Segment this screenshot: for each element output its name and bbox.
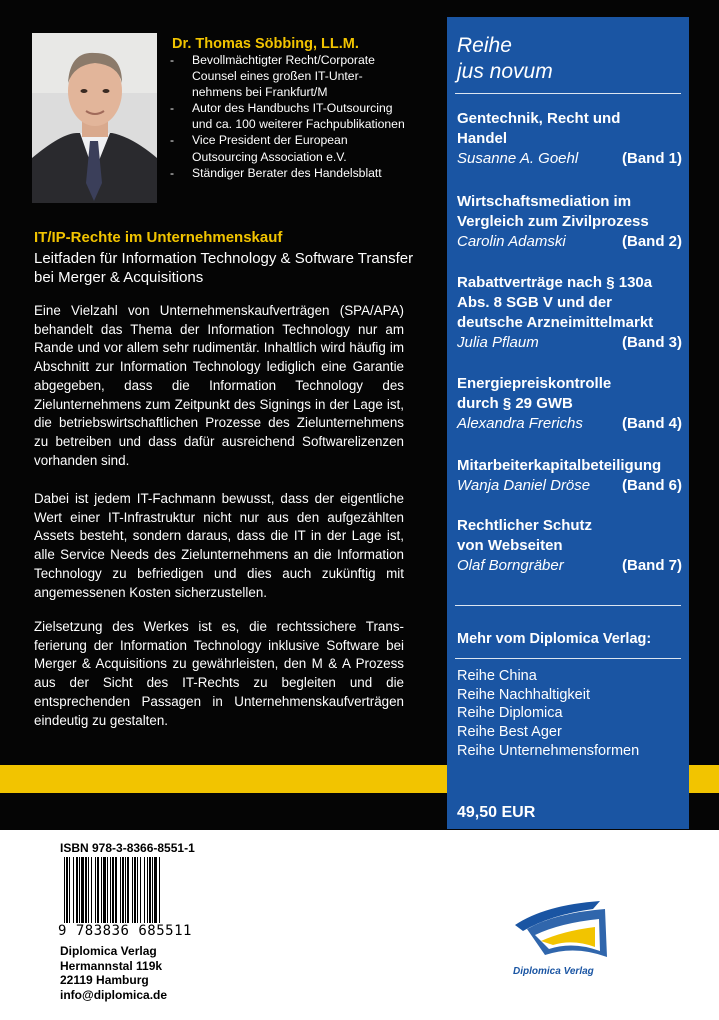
author-credentials (170, 52, 406, 181)
barcode-bar (91, 857, 92, 927)
barcode-bar (85, 857, 87, 927)
barcode-bar (147, 857, 148, 927)
barcode-bar (122, 857, 124, 927)
isbn: ISBN 978-3-8366-8551-1 (60, 841, 195, 855)
more-series-list (457, 667, 639, 761)
publisher-address (60, 944, 167, 1002)
blurb-paragraph: Dabei ist jedem IT-Fachmann bewusst, dass der eigentliche Wert einer IT-Infrastruktur nicht nur aus den aufgezählten Assets besteht, sondern daraus, dass die IT in der Lage ist, alle Service Needs des Zielunternehmens an die Information Technology zu befriedigen und dies auch zukünftig mit angemessenen Kosten sicherzustellen. (34, 491, 404, 600)
address-line: Hermannstal 119k (60, 958, 163, 973)
price: 49,50 EUR (457, 804, 536, 821)
series-book: Wirtschaftsmediation im Vergleich zum Zivilprozess Carolin Adamski (Band 2) (457, 193, 682, 250)
series-book: Rechtlicher Schutz von Webseiten Olaf Borngräber (Band 7) (457, 517, 682, 574)
list-item: Reihe Diplomica (457, 705, 563, 722)
barcode-bar (81, 857, 84, 927)
list-item: Reihe Nachhaltigkeit (457, 686, 590, 703)
divider (455, 605, 681, 606)
series-book: Energiepreiskontrolle durch § 29 GWB Alexandra Frerichs (Band 4) (457, 375, 682, 432)
blurb-paragraph: Eine Vielzahl von Unternehmenskaufverträgen (SPA/APA) behandelt das Thema der Information Technology nur am Rande und vor allem sehr rudimentär. Inhaltlich wird häufig im Abschnitt zur Information Technology lediglich eine Garantie abgegeben, dass die Information Technology des Zielunternehmens zum Zeitpunkt des Signings in der Lage ist, die betriebswirtschaftlichen Prozesse des Zielunternehmens zu betreiben und dass dafür ausreichend Softwarelizenzen vorhanden sind. (34, 303, 404, 468)
barcode-bar (120, 857, 121, 927)
divider (455, 658, 681, 659)
list-item: Reihe Unternehmensformen (457, 742, 640, 759)
barcode-bar (159, 857, 160, 927)
barcode-bar (103, 857, 106, 927)
isbn-digits: 9 783836 685511 (44, 923, 214, 939)
series-book: Rabattverträge nach § 130a Abs. 8 SGB V und der deutsche Arzneimittelmarkt Julia Pflaum (Band 3) (457, 274, 682, 351)
barcode-bar (76, 857, 78, 927)
author-photo (32, 33, 157, 203)
list-item: Reihe China (457, 668, 537, 684)
divider (455, 93, 681, 94)
barcode-bar (154, 857, 157, 927)
barcode-bar (144, 857, 145, 927)
barcode-bar (79, 857, 80, 927)
barcode-bar (125, 857, 126, 927)
series-book: Mitarbeiterkapitalbeteiligung Wanja Daniel Dröse (Band 6) (457, 457, 682, 494)
author-name: Dr. Thomas Söbbing, LL.M. (172, 36, 359, 52)
series-title: Reihe jus novum (457, 34, 553, 83)
barcode-bar (73, 857, 74, 927)
address-line: 22119 Hamburg (60, 973, 149, 988)
credential-item: - Vice President der European Outsourcing Association e.V. (170, 133, 348, 164)
barcode-bar (137, 857, 138, 927)
barcode-bar (64, 857, 65, 927)
barcode-bar (95, 857, 96, 927)
more-title: Mehr vom Diplomica Verlag: (457, 631, 652, 647)
barcode-bar (97, 857, 99, 927)
barcode-bar (149, 857, 151, 927)
address-line: info@diplomica.de (60, 987, 168, 1002)
series-book: Gentechnik, Recht und Handel Susanne A. Goehl (Band 1) (457, 110, 682, 167)
barcode-bar (69, 857, 70, 927)
barcode-bar (107, 857, 108, 927)
credential-item: - Ständiger Berater des Handelsblatt (170, 165, 382, 180)
barcode-bar (127, 857, 129, 927)
logo-text: Diplomica Verlag (513, 966, 594, 977)
barcode-bar (110, 857, 111, 927)
barcode-bar (66, 857, 68, 927)
book-subtitle: Leitfaden für Information Technology & Software Transfer bei Merger & Acquisitions (34, 250, 414, 286)
barcode-bar (140, 857, 141, 927)
barcode-bar (115, 857, 117, 927)
barcode-bar (101, 857, 102, 927)
barcode-bar (112, 857, 114, 927)
credential-item: - Autor des Handbuchs IT-Outsourcing und ca. 100 weiterer Fachpublikationen (170, 101, 405, 132)
barcode-bar (134, 857, 136, 927)
list-item: Reihe Best Ager (457, 724, 562, 741)
barcode-bar (152, 857, 153, 927)
book-title: IT/IP-Rechte im Unternehmenskauf (34, 229, 283, 246)
barcode-bar (132, 857, 133, 927)
blurb-paragraph: Zielsetzung des Werkes ist es, die rechtssichere Transferierung der Information Technology inklusive Software bei Merger & Acquisitions zu gewährleisten, den M & A Prozess aus der Sicht des IT-Rechts zu begleiten und die entsprechenden Passagen in Unternehmenskaufverträgen eindeutig zu gestalten. (34, 619, 404, 728)
address-line: Diplomica Verlag (60, 944, 157, 958)
barcode-bar (88, 857, 89, 927)
series-column (447, 17, 689, 829)
credential-item: - Bevollmächtigter Recht/Corporate Counsel eines großen IT-Unternehmens bei Frankfurt/M (170, 53, 375, 100)
